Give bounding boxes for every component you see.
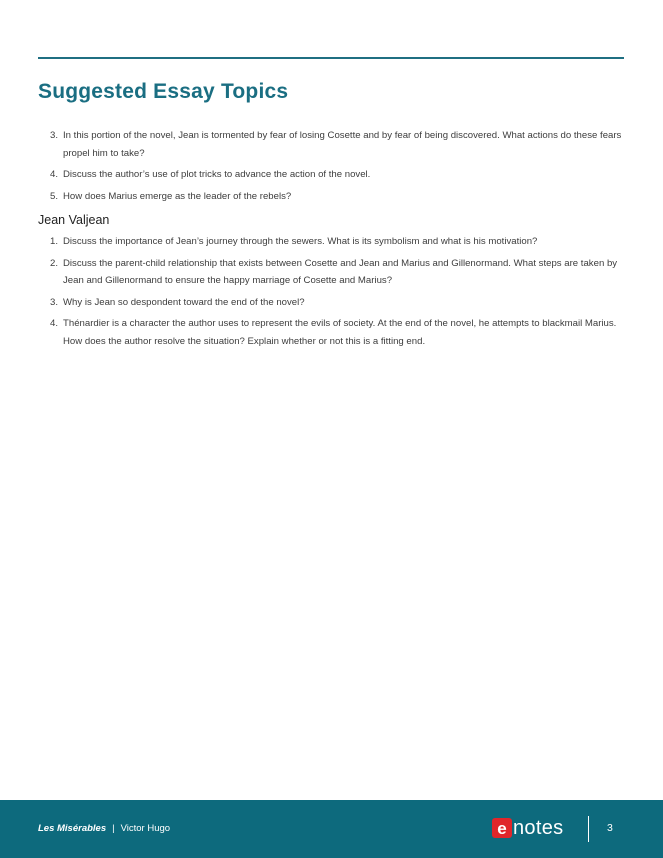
logo-text: notes: [513, 816, 564, 839]
logo-e-icon: e: [492, 818, 512, 838]
item-text: Why is Jean so despondent toward the end of the novel?: [63, 296, 305, 308]
footer-separator: |: [112, 823, 115, 834]
item-number: 2.: [49, 257, 58, 269]
list-item: [38, 127, 624, 162]
item-text: Discuss the author’s use of plot tricks to advance the action of the novel.: [63, 169, 371, 180]
list-item: [38, 166, 624, 184]
book-title: Les Misérables: [38, 823, 107, 834]
page-number: 3: [607, 822, 613, 834]
top-rule: [38, 57, 624, 59]
page-footer: [0, 800, 663, 858]
item-number: 1.: [49, 236, 58, 247]
item-number: 5.: [49, 190, 58, 202]
book-author: Victor Hugo: [120, 823, 171, 834]
list-item: [38, 294, 624, 312]
footer-divider: [588, 816, 589, 842]
list-item: [38, 255, 624, 290]
enotes-logo[interactable]: [492, 817, 563, 839]
item-text: Thénardier is a character the author uses to represent the evils of society. At the end of the novel, he attempts to blackmail Marius. How does the author resolve the situation? Explain whether or not this is a fitting end.: [63, 318, 617, 347]
list-item: [38, 315, 624, 350]
item-text: Discuss the importance of Jean’s journey through the sewers. What is its symbolism and what is his motivation?: [63, 236, 538, 247]
section-heading: Jean Valjean: [38, 213, 110, 227]
footer-book-info: [38, 823, 170, 834]
item-text: In this portion of the novel, Jean is tormented by fear of losing Cosette and by fear of being discovered. What actions do these fears propel him to take?: [63, 130, 622, 159]
list-item: [38, 188, 624, 206]
item-number: 3.: [49, 296, 58, 308]
item-number: 4.: [49, 318, 58, 329]
item-text: How does Marius emerge as the leader of the rebels?: [63, 190, 292, 202]
item-number: 4.: [49, 169, 58, 180]
item-text: Discuss the parent-child relationship that exists between Cosette and Jean and Marius and Gillenormand. What steps are taken by Jean and Gillenormand to ensure the happy marriage of Cosette and Marius?: [63, 257, 618, 286]
page-title: Suggested Essay Topics: [38, 80, 289, 103]
essay-topics-list-1: [38, 127, 624, 209]
item-number: 3.: [49, 130, 58, 141]
essay-topics-list-2: [38, 233, 624, 354]
list-item: [38, 233, 624, 251]
